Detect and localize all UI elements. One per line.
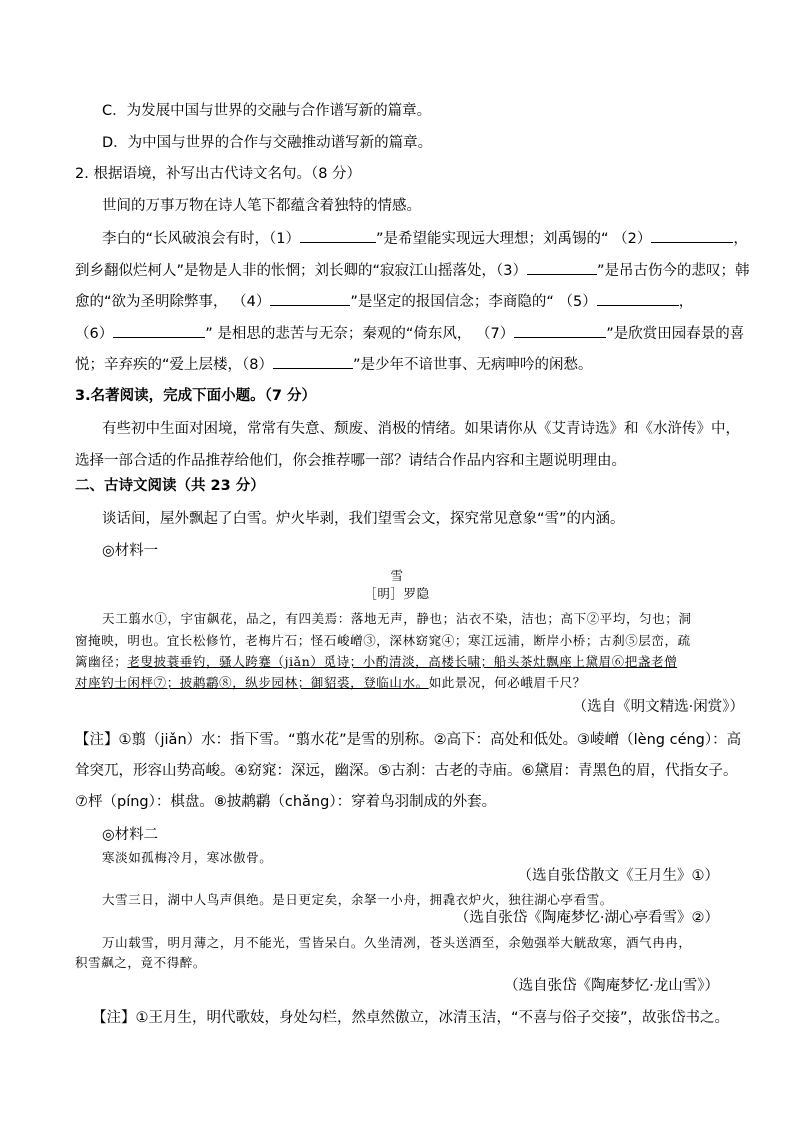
question-2-line-4: （6） ” 是相思的悲苦与无奈；秦观的“倚东风， （7） ”是欣赏田园春景的喜	[75, 323, 744, 344]
material-1-label: ◎材料一	[102, 543, 159, 559]
underlined-passage-end: 对座钓士闲枰⑦；披鹔鹴⑧，纵步园林；御貂裘，登临山水。	[75, 675, 429, 690]
question-3-title: 3.名著阅读，完成下面小题。（7 分）	[75, 388, 316, 404]
material-2-label: ◎材料二	[102, 827, 159, 843]
question-2-line-3: 愈的“欲为圣明除弊事， （4） ”是坚定的报国信念；李商隐的“ （5） ，	[75, 291, 693, 312]
material-1-note-2: 耸突兀，形容山势高峻。④窈窕：深远，幽深。⑤古刹：古老的寺庙。⑥黛眉：青黑色的眉，代指女子。	[75, 763, 738, 779]
material-2-text-3a: 万山载雪，明月薄之，月不能光，雪皆呆白。久坐清冽，苍头送酒至，余勉强举大觥敌寒，酒气冉冉，	[102, 935, 692, 950]
material-1-line-3: 篱幽径；老叟披蓑垂钓，骚人跨蹇（jiǎn）觅诗；小酌清淡，高楼长啸；船头茶灶飘座上黛眉⑥把盏老僧	[75, 654, 678, 669]
material-2-text-1: 寒淡如孤梅冷月，寒冰傲骨。	[102, 850, 273, 865]
material-1-note-1: 【注】①翦（jiǎn）水：指下雪。“翦水花”是雪的别称。②高下：高处和低处。③崚嶒（lèng céng）：高	[75, 732, 742, 748]
option-c: C．为发展中国与世界的交融与合作谱写新的篇章。	[102, 103, 432, 119]
question-2-intro: 世间的万事万物在诗人笔下都蕴含着独特的情感。	[102, 198, 421, 214]
answer-blank-5[interactable]	[597, 291, 679, 306]
answer-blank-3[interactable]	[527, 260, 597, 275]
material-2-source-1: （选自张岱散文《王月生》①）	[517, 868, 719, 884]
option-d: D．为中国与世界的合作与交融推动谱写新的篇章。	[102, 135, 433, 151]
question-2-line-2: 到乡翻似烂柯人”是物是人非的怅惘；刘长卿的“寂寂江山摇落处，（3） ”是吊古伤今的悲叹；韩	[75, 260, 750, 281]
answer-blank-2[interactable]	[651, 228, 733, 243]
material-1-source: （选自《明文精选·闲赏》）	[572, 699, 744, 715]
question-2-line-1: 李白的“长风破浪会有时，（1） ”是希望能实现远大理想；刘禹锡的“ （2） ，	[102, 228, 748, 249]
material-1-line-2: 窗掩映，明也。宜长松修竹，老梅片石；怪石峻嶒③，深林窈窕④；寒江远浦，断岸小桥；古刹⑤层峦，疏	[75, 633, 691, 648]
material-2-source-3: （选自张岱《陶庵梦忆·龙山雪》）	[504, 978, 719, 994]
question-3-paragraph-2: 选择一部合适的作品推荐给他们，你会推荐哪一部？请结合作品内容和主题说明理由。	[75, 453, 626, 469]
question-2-line-5: 悦；辛弃疾的“爱上层楼，（8） ”是少年不谙世事、无病呻吟的闲愁。	[75, 354, 593, 375]
answer-blank-8[interactable]	[273, 354, 353, 369]
material-2-note: 【注】①王月生，明代歌妓，身处勾栏，然卓然傲立，冰清玉洁，“不喜与俗子交接”，故张岱书之。	[92, 1010, 730, 1026]
question-3-paragraph-1: 有些初中生面对困境，常常有失意、颓废、消极的情绪。如果请你从《艾青诗选》和《水浒传》中，	[102, 421, 740, 437]
material-1-note-3: ⑦枰（píng）：棋盘。⑧披鹔鹴（chǎng）：穿着鸟羽制成的外套。	[75, 794, 497, 810]
section-2-intro: 谈话间，屋外飘起了白雪。炉火毕剥，我们望雪会文，探究常见意象“雪”的内涵。	[102, 511, 625, 527]
material-1-line-4: 对座钓士闲枰⑦；披鹔鹴⑧，纵步园林；御貂裘，登临山水。如此景况，何必峨眉千尺？	[75, 675, 586, 690]
answer-blank-1[interactable]	[300, 228, 376, 243]
question-2-title: 2. 根据语境，补写出古代诗文名句。（8 分）	[75, 166, 362, 182]
material-2-text-2: 大雪三日，湖中人鸟声俱绝。是日更定矣，余拏一小舟，拥毳衣炉火，独往湖心亭看雪。	[102, 892, 613, 907]
answer-blank-4[interactable]	[270, 291, 350, 306]
material-2-text-3b: 积雪飙之，竟不得醉。	[75, 955, 207, 970]
poem-title: 雪	[390, 568, 404, 583]
answer-blank-7[interactable]	[514, 323, 606, 338]
poem-author: ［明］罗隐	[364, 586, 430, 601]
answer-blank-6[interactable]	[113, 323, 205, 338]
section-2-title: 二、古诗文阅读（共 23 分）	[75, 478, 265, 494]
underlined-passage: 老叟披蓑垂钓，骚人跨蹇（jiǎn）觅诗；小酌清淡，高楼长啸；船头茶灶飘座上黛眉⑥把盏老僧	[127, 654, 678, 669]
material-1-line-1: 天工翦水①，宇宙飙花，品之，有四美焉：落地无声，静也；沾衣不染，洁也；高下②平均，匀也；洞	[102, 611, 692, 626]
material-2-source-2: （选自张岱《陶庵梦忆·湖心亭看雪》②）	[454, 910, 719, 926]
